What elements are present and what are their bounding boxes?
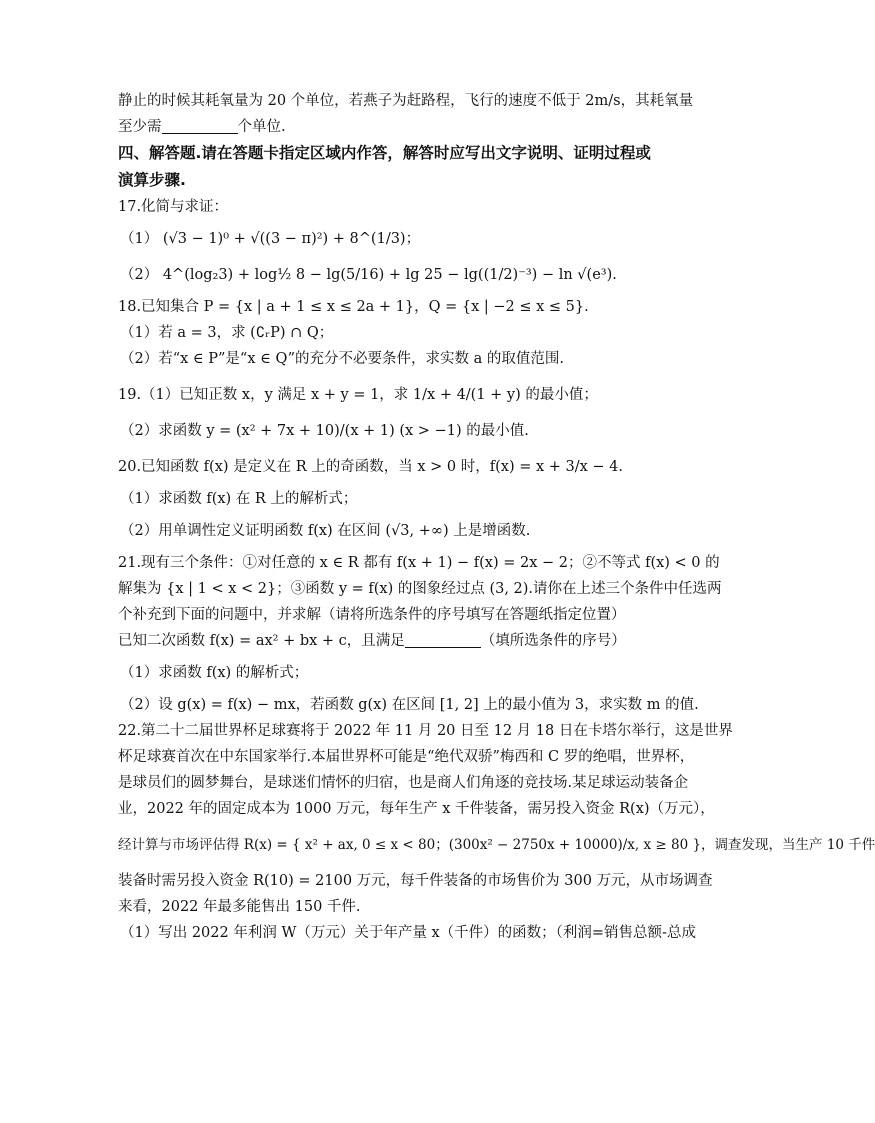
- q22-part-1: （1）写出 2022 年利润 W（万元）关于年产量 x（千件）的函数；（利润=销售总额-总成: [120, 925, 696, 941]
- section-4-heading-line-2: 演算步骤.: [118, 171, 186, 189]
- q21-given-post: （填所选条件的序号）: [480, 633, 626, 649]
- intro-line-2-pre: 至少需: [118, 119, 162, 135]
- q20-part-1: （1）求函数 f(x) 在 R 上的解析式；: [120, 491, 358, 507]
- question-18: [118, 294, 683, 372]
- q22-line-5-piecewise: 经计算与市场评估得 R(x) = { x² + ax, 0 ≤ x < 80；(300x² − 2750x + 10000)/x, x ≥ 80 }，调查发现，当生产 10 千件: [118, 837, 875, 853]
- q22-line-2: 杯足球赛首次在中东国家举行.本届世界杯可能是“绝代双骄”梅西和 C 罗的绝唱，世界杯，: [118, 749, 695, 765]
- question-22: [118, 718, 875, 946]
- intro-line-1: 静止的时候其耗氧量为 20 个单位，若燕子为赶路程，飞行的速度不低于 2m/s，其耗氧量: [118, 93, 694, 109]
- q22-line-6: 装备时需另投入资金 R(10) = 2100 万元，每千件装备的市场售价为 300 万元，从市场调查: [118, 873, 713, 889]
- q19-part-2: （2）求函数 y = (x² + 7x + 10)/(x + 1) (x > −1) 的最小值.: [120, 423, 529, 439]
- q17-part-1: （1） (√3 − 1)⁰ + √((3 − π)²) + 8^(1/3)；: [120, 231, 421, 247]
- q20-stem: 20.已知函数 f(x) 是定义在 R 上的奇函数，当 x > 0 时，f(x) = x + 3/x − 4.: [118, 459, 624, 475]
- q20-part-2: （2）用单调性定义证明函数 f(x) 在区间 (√3, +∞) 上是增函数.: [120, 523, 531, 539]
- section-4-heading: [118, 140, 683, 194]
- q21-given-pre: 已知二次函数 f(x) = ax² + bx + c，且满足: [118, 633, 405, 649]
- q21-part-2: （2）设 g(x) = f(x) − mx，若函数 g(x) 在区间 [1, 2] 上的最小值为 3，求实数 m 的值.: [120, 697, 699, 713]
- q22-line-7: 来看，2022 年最多能售出 150 千件.: [118, 899, 361, 915]
- intro-paragraph: [118, 88, 694, 140]
- q18-stem: 18.已知集合 P = {x | a + 1 ≤ x ≤ 2a + 1}，Q = {x | −2 ≤ x ≤ 5}.: [118, 299, 589, 315]
- q19-part-1: 19.（1）已知正数 x，y 满足 x + y = 1，求 1/x + 4/(1 + y) 的最小值；: [118, 387, 598, 403]
- document-page: [118, 88, 875, 946]
- q21-stem-line-1: 21.现有三个条件：①对任意的 x ∈ R 都有 f(x + 1) − f(x) = 2x − 2；②不等式 f(x) < 0 的: [118, 555, 720, 571]
- question-17: [118, 194, 683, 288]
- question-21: [118, 550, 722, 718]
- q21-part-1: （1）求函数 f(x) 的解析式；: [120, 665, 309, 681]
- q22-line-1: 22.第二十二届世界杯足球赛将于 2022 年 11 月 20 日至 12 月 18 日在卡塔尔举行，这是世界: [118, 723, 733, 739]
- intro-line-2-post: 个单位.: [237, 119, 286, 135]
- condition-blank[interactable]: [405, 631, 481, 648]
- q22-line-4: 业，2022 年的固定成本为 1000 万元，每年生产 x 千件装备，需另投入资金 R(x)（万元），: [118, 801, 715, 817]
- q17-part-2: （2） 4^(log₂3) + log½ 8 − lg(5/16) + lg 25 − lg((1/2)⁻³) − ln √(e³).: [120, 267, 617, 283]
- q18-part-1: （1）若 a = 3，求 (∁ᵣP) ∩ Q；: [120, 325, 334, 341]
- q22-line-3: 是球员们的圆梦舞台，是球迷们情怀的归宿，也是商人们角逐的竞技场.某足球运动装备企: [118, 775, 689, 791]
- q21-stem-line-2: 解集为 {x | 1 < x < 2}；③函数 y = f(x) 的图象经过点 (3, 2).请你在上述三个条件中任选两: [118, 581, 722, 597]
- q18-part-2: （2）若“x ∈ P”是“x ∈ Q”的充分不必要条件，求实数 a 的取值范围.: [120, 351, 565, 367]
- answer-blank-16[interactable]: [162, 117, 238, 134]
- section-4-heading-line-1: 四、解答题.请在答题卡指定区域内作答，解答时应写出文字说明、证明过程或: [118, 144, 651, 162]
- q21-given: [118, 628, 683, 654]
- intro-line-2: [118, 114, 683, 140]
- question-19: [118, 382, 683, 444]
- q21-stem-line-3: 个补充到下面的问题中，并求解（请将所选条件的序号填写在答题纸指定位置）: [118, 607, 626, 623]
- question-20: [118, 454, 683, 544]
- q17-stem: 17.化简与求证：: [118, 199, 229, 215]
